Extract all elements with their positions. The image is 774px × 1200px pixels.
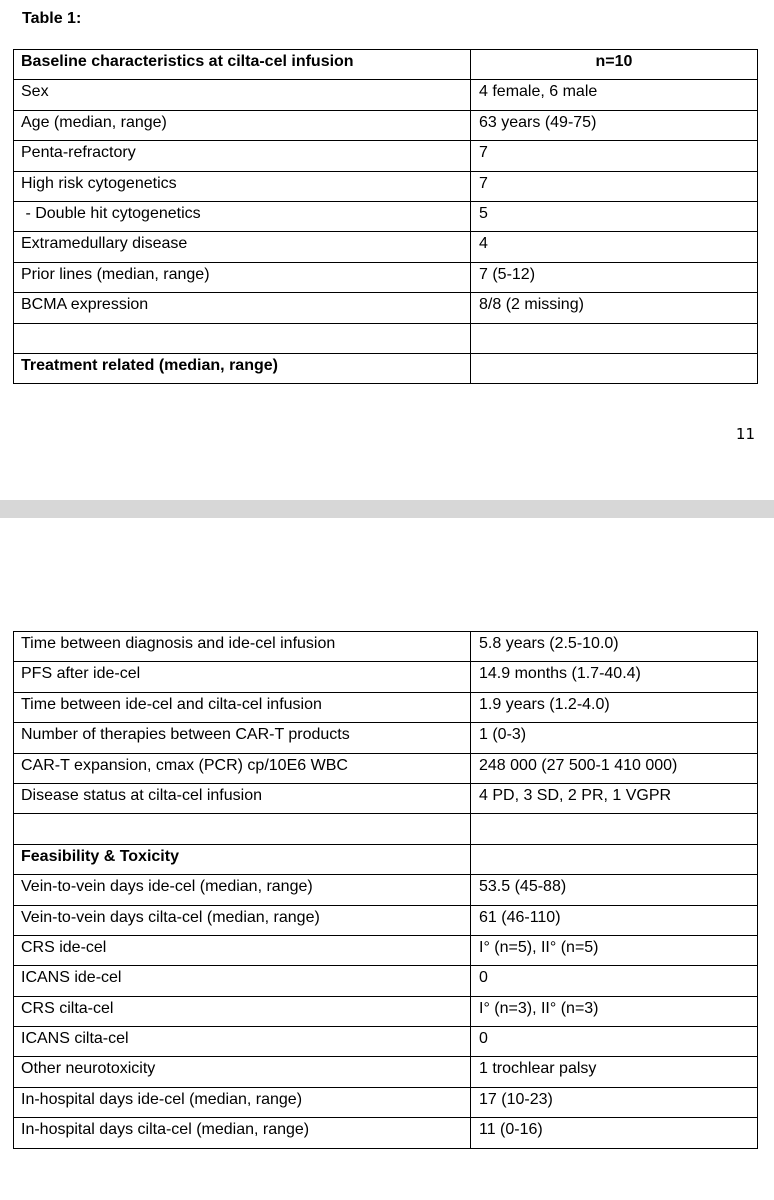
section-label-cell: Feasibility & Toxicity: [14, 844, 471, 874]
row-value-cell: 11 (0-16): [471, 1118, 758, 1148]
row-label-cell: Time between diagnosis and ide-cel infusion: [14, 632, 471, 662]
page-break-separator: [0, 500, 774, 518]
table-row: [14, 201, 758, 231]
row-value-cell: 4: [471, 232, 758, 262]
row-value-cell: 4 PD, 3 SD, 2 PR, 1 VGPR: [471, 783, 758, 813]
row-value-cell: I° (n=3), II° (n=3): [471, 996, 758, 1026]
section-value-cell: [471, 844, 758, 874]
row-label-cell: [14, 323, 471, 353]
table-row: [14, 723, 758, 753]
row-label-cell: BCMA expression: [14, 293, 471, 323]
row-value-cell: 17 (10-23): [471, 1087, 758, 1117]
page-number: 11: [735, 425, 755, 443]
row-value-cell: 5.8 years (2.5-10.0): [471, 632, 758, 662]
row-value-cell: [471, 814, 758, 844]
table-row: [14, 996, 758, 1026]
table-row: [14, 632, 758, 662]
table-row: [14, 1118, 758, 1148]
row-label-cell: ICANS ide-cel: [14, 966, 471, 996]
row-label-cell: Vein-to-vein days cilta-cel (median, range): [14, 905, 471, 935]
table-row: [14, 262, 758, 292]
table-row: [14, 141, 758, 171]
row-value-cell: 4 female, 6 male: [471, 80, 758, 110]
table-row: [14, 905, 758, 935]
table-row: [14, 692, 758, 722]
row-value-cell: 0: [471, 966, 758, 996]
row-value-cell: 53.5 (45-88): [471, 875, 758, 905]
table-row: [14, 1027, 758, 1057]
row-label-cell: In-hospital days ide-cel (median, range): [14, 1087, 471, 1117]
row-value-cell: 1.9 years (1.2-4.0): [471, 692, 758, 722]
row-value-cell: 8/8 (2 missing): [471, 293, 758, 323]
table-row: [14, 783, 758, 813]
row-label-cell: PFS after ide-cel: [14, 662, 471, 692]
row-label-cell: Age (median, range): [14, 110, 471, 140]
row-label-cell: - Double hit cytogenetics: [14, 201, 471, 231]
baseline-table: [13, 49, 758, 384]
row-value-cell: 14.9 months (1.7-40.4): [471, 662, 758, 692]
header-value-cell: n=10: [471, 50, 758, 80]
row-label-cell: Vein-to-vein days ide-cel (median, range): [14, 875, 471, 905]
row-label-cell: High risk cytogenetics: [14, 171, 471, 201]
table-row: [14, 753, 758, 783]
treatment-table: [13, 631, 758, 1149]
empty-row: [14, 323, 758, 353]
section-label-cell: Treatment related (median, range): [14, 353, 471, 383]
row-value-cell: 1 (0-3): [471, 723, 758, 753]
row-value-cell: 0: [471, 1027, 758, 1057]
row-label-cell: Disease status at cilta-cel infusion: [14, 783, 471, 813]
row-label-cell: In-hospital days cilta-cel (median, range): [14, 1118, 471, 1148]
row-label-cell: ICANS cilta-cel: [14, 1027, 471, 1057]
table-row: [14, 232, 758, 262]
row-label-cell: Time between ide-cel and cilta-cel infusion: [14, 692, 471, 722]
row-value-cell: 1 trochlear palsy: [471, 1057, 758, 1087]
row-label-cell: Other neurotoxicity: [14, 1057, 471, 1087]
table-row: [14, 875, 758, 905]
row-value-cell: [471, 323, 758, 353]
section-header-row: [14, 844, 758, 874]
row-label-cell: CRS ide-cel: [14, 935, 471, 965]
row-label-cell: Prior lines (median, range): [14, 262, 471, 292]
table-row: [14, 935, 758, 965]
row-label-cell: Extramedullary disease: [14, 232, 471, 262]
row-value-cell: 7: [471, 141, 758, 171]
header-label-cell: Baseline characteristics at cilta-cel infusion: [14, 50, 471, 80]
table-header-row: [14, 50, 758, 80]
empty-row: [14, 814, 758, 844]
row-label-cell: Number of therapies between CAR-T products: [14, 723, 471, 753]
row-value-cell: 248 000 (27 500-1 410 000): [471, 753, 758, 783]
section-value-cell: [471, 353, 758, 383]
table-row: [14, 80, 758, 110]
table-row: [14, 171, 758, 201]
table-caption: Table 1:: [22, 10, 82, 27]
row-value-cell: 7: [471, 171, 758, 201]
table-row: [14, 966, 758, 996]
row-label-cell: CAR-T expansion, cmax (PCR) cp/10E6 WBC: [14, 753, 471, 783]
table-row: [14, 662, 758, 692]
row-label-cell: Penta-refractory: [14, 141, 471, 171]
table-row: [14, 1057, 758, 1087]
table-row: [14, 1087, 758, 1117]
row-label-cell: [14, 814, 471, 844]
table-row: [14, 293, 758, 323]
row-value-cell: 5: [471, 201, 758, 231]
row-value-cell: I° (n=5), II° (n=5): [471, 935, 758, 965]
section-header-row: [14, 353, 758, 383]
row-value-cell: 63 years (49-75): [471, 110, 758, 140]
row-label-cell: CRS cilta-cel: [14, 996, 471, 1026]
row-label-cell: Sex: [14, 80, 471, 110]
row-value-cell: 61 (46-110): [471, 905, 758, 935]
table-row: [14, 110, 758, 140]
row-value-cell: 7 (5-12): [471, 262, 758, 292]
